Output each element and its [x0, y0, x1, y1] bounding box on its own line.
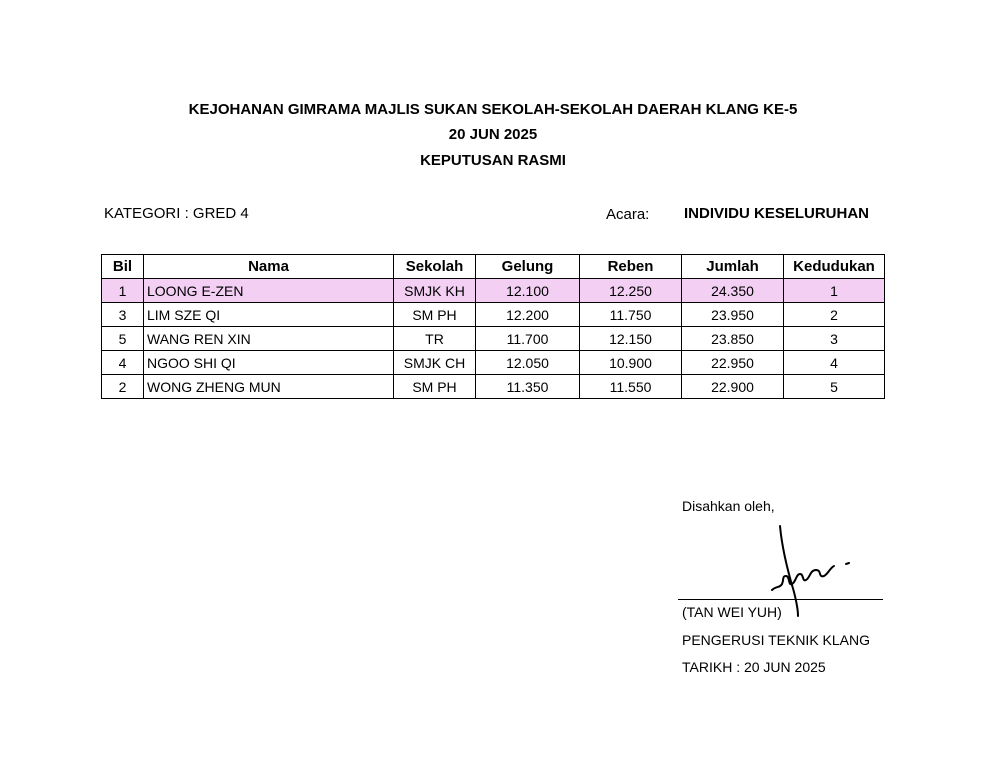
- table-row: [102, 375, 885, 399]
- cell-bil: 4: [102, 351, 144, 375]
- table-header-row: [102, 255, 885, 279]
- signatory-position: PENGERUSI TEKNIK KLANG: [682, 632, 871, 648]
- cell-jumlah: 23.850: [682, 327, 784, 351]
- cell-nama: WONG ZHENG MUN: [144, 375, 394, 399]
- col-header-reben: Reben: [580, 255, 682, 279]
- cell-sekolah: SMJK CH: [394, 351, 476, 375]
- cell-reben: 12.250: [580, 279, 682, 303]
- cell-jumlah: 24.350: [682, 279, 784, 303]
- acara-value: INDIVIDU KESELURUHAN: [684, 205, 870, 222]
- cell-kedudukan: 4: [784, 351, 885, 375]
- cell-bil: 3: [102, 303, 144, 327]
- cell-gelung: 12.050: [476, 351, 580, 375]
- cell-kedudukan: 1: [784, 279, 885, 303]
- cell-nama: WANG REN XIN: [144, 327, 394, 351]
- kategori-label: KATEGORI : GRED 4: [104, 205, 249, 222]
- cell-nama: LIM SZE QI: [144, 303, 394, 327]
- col-header-bil: Bil: [102, 255, 144, 279]
- cell-jumlah: 22.950: [682, 351, 784, 375]
- table-row: [102, 351, 885, 375]
- document-subtitle: KEPUTUSAN RASMI: [420, 152, 566, 169]
- signoff-date: TARIKH : 20 JUN 2025: [682, 659, 826, 675]
- signature-line: [678, 599, 883, 600]
- cell-kedudukan: 2: [784, 303, 885, 327]
- cell-bil: 1: [102, 279, 144, 303]
- signatory-name: (TAN WEI YUH): [682, 604, 782, 620]
- cell-sekolah: SMJK KH: [394, 279, 476, 303]
- document-title: KEJOHANAN GIMRAMA MAJLIS SUKAN SEKOLAH-SEKOLAH DAERAH KLANG KE-5: [188, 101, 798, 118]
- table-row: [102, 303, 885, 327]
- cell-sekolah: SM PH: [394, 303, 476, 327]
- cell-jumlah: 22.900: [682, 375, 784, 399]
- table-row: [102, 327, 885, 351]
- cell-nama: NGOO SHI QI: [144, 351, 394, 375]
- table-row: [102, 279, 885, 303]
- cell-reben: 12.150: [580, 327, 682, 351]
- cell-gelung: 12.100: [476, 279, 580, 303]
- verified-by-label: Disahkan oleh,: [682, 498, 775, 514]
- cell-bil: 2: [102, 375, 144, 399]
- col-header-nama: Nama: [144, 255, 394, 279]
- cell-kedudukan: 5: [784, 375, 885, 399]
- results-table: [101, 254, 885, 399]
- cell-gelung: 11.350: [476, 375, 580, 399]
- col-header-gelung: Gelung: [476, 255, 580, 279]
- acara-label: Acara:: [606, 206, 650, 223]
- document-date: 20 JUN 2025: [448, 126, 538, 143]
- cell-kedudukan: 3: [784, 327, 885, 351]
- cell-sekolah: SM PH: [394, 375, 476, 399]
- cell-gelung: 12.200: [476, 303, 580, 327]
- cell-reben: 11.550: [580, 375, 682, 399]
- col-header-kedudukan: Kedudukan: [784, 255, 885, 279]
- cell-gelung: 11.700: [476, 327, 580, 351]
- cell-nama: LOONG E-ZEN: [144, 279, 394, 303]
- col-header-sekolah: Sekolah: [394, 255, 476, 279]
- col-header-jumlah: Jumlah: [682, 255, 784, 279]
- cell-bil: 5: [102, 327, 144, 351]
- cell-jumlah: 23.950: [682, 303, 784, 327]
- cell-sekolah: TR: [394, 327, 476, 351]
- cell-reben: 11.750: [580, 303, 682, 327]
- cell-reben: 10.900: [580, 351, 682, 375]
